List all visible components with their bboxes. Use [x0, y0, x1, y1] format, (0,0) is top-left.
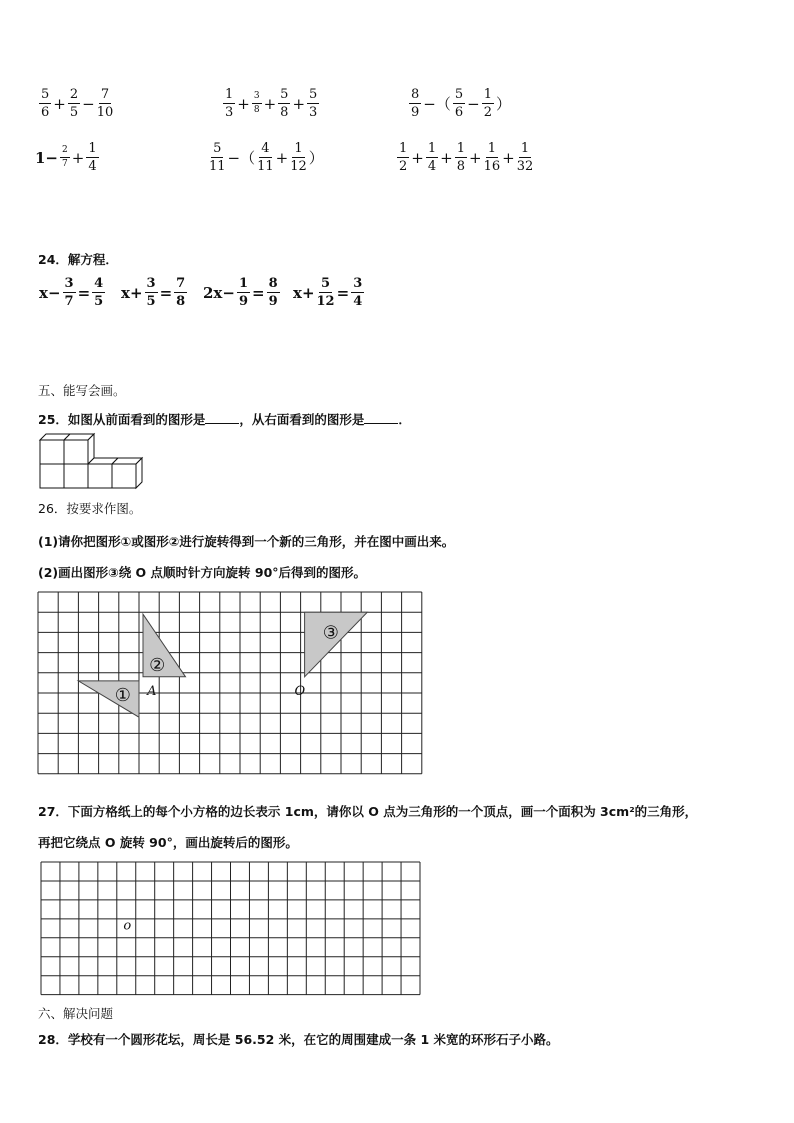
operator: 1− — [35, 148, 59, 167]
triangle-2-label: ② — [149, 654, 166, 676]
equation-1 — [38, 277, 106, 308]
expression-2-1 — [34, 142, 100, 173]
question-26-item-1: (1)请你把图形①或图形②进行旋转得到一个新的三角形，并在图中画出来。 — [38, 534, 455, 549]
operator: + — [71, 148, 85, 167]
question-24-title: 24．解方程． — [38, 252, 118, 267]
cube-front-face — [40, 464, 64, 488]
numerator: 3 — [353, 276, 363, 291]
operator: + — [263, 94, 277, 113]
operator: −（ — [423, 95, 451, 113]
denominator: 4 — [427, 159, 437, 174]
operator: + — [292, 94, 306, 113]
denominator: 5 — [94, 294, 104, 309]
numerator: 5 — [213, 141, 222, 156]
numerator: 7 — [100, 87, 110, 102]
denominator: 7 — [64, 294, 74, 309]
question-25-text: ． — [398, 412, 411, 427]
operator: + — [411, 148, 424, 167]
expression-1-1 — [38, 88, 114, 119]
question-25-text: 25．如图从前面看到的图形是 — [38, 412, 206, 427]
denominator: 5 — [69, 105, 79, 120]
operator: ） — [308, 149, 324, 167]
question-28: 28．学校有一个圆形花坛，周长是 56.52 米，在它的周围建成一条 1 米宽的环形石子小路。 — [38, 1032, 559, 1047]
denominator: 6 — [41, 105, 50, 120]
denominator: 12 — [290, 159, 307, 174]
question-27-line-2: 再把它绕点 O 旋转 90°，画出旋转后的图形。 — [38, 835, 298, 850]
operator: x+ — [121, 283, 143, 302]
numerator: 4 — [94, 276, 104, 291]
grid-paper-26[interactable] — [38, 592, 423, 788]
numerator: 3 — [252, 92, 262, 104]
operator: + — [502, 148, 515, 167]
denominator: 4 — [353, 294, 363, 309]
equation-3 — [202, 277, 281, 308]
triangle-3-label: ③ — [322, 622, 339, 644]
cube-front-face — [112, 464, 136, 488]
denominator: 10 — [96, 105, 114, 120]
question-26-title: 26．按要求作图。 — [38, 501, 142, 516]
numerator: 2 — [69, 87, 79, 102]
numerator: 1 — [88, 141, 97, 156]
triangle-1-label: ① — [114, 685, 131, 707]
numerator: 1 — [238, 276, 248, 291]
numerator: 1 — [483, 87, 492, 102]
denominator: 8 — [456, 159, 465, 174]
operator: = — [77, 283, 91, 302]
section-5-heading: 五、能写会画。 — [38, 383, 126, 398]
equation-2 — [120, 277, 188, 308]
question-25 — [38, 410, 411, 428]
point-o-label: o — [123, 918, 132, 934]
operator: + — [469, 148, 482, 167]
question-27-line-1: 27．下面方格纸上的每个小方格的边长表示 1cm，请你以 O 点为三角形的一个顶点，画一个面积为 3cm²的三角形， — [38, 804, 698, 819]
operator: x+ — [293, 283, 315, 302]
operator: + — [275, 148, 289, 167]
operator: = — [159, 283, 173, 302]
point-o-label: O — [294, 684, 306, 699]
operator: = — [252, 283, 265, 302]
operator: −（ — [227, 149, 256, 167]
numerator: 1 — [456, 141, 465, 156]
denominator: 8 — [176, 294, 186, 309]
denominator: 9 — [411, 105, 420, 120]
numerator: 5 — [454, 87, 464, 102]
cube-side-face — [136, 458, 142, 488]
numerator: 5 — [280, 87, 289, 102]
cube-stack-figure — [38, 432, 148, 492]
operator: + — [53, 94, 66, 113]
numerator: 8 — [268, 276, 278, 291]
numerator: 1 — [520, 141, 530, 156]
numerator: 2 — [60, 146, 70, 158]
denominator: 8 — [253, 105, 260, 115]
denominator: 32 — [516, 159, 534, 174]
operator: − — [82, 94, 95, 113]
numerator: 4 — [261, 141, 270, 156]
operator: x− — [39, 283, 61, 302]
numerator: 8 — [411, 87, 420, 102]
numerator: 5 — [309, 87, 318, 102]
expression-1-3 — [408, 88, 512, 119]
answer-blank[interactable] — [205, 411, 239, 424]
denominator: 12 — [316, 294, 335, 309]
section-6-heading: 六、解决问题 — [38, 1006, 114, 1021]
denominator: 5 — [146, 294, 156, 309]
question-25-text: ，从右面看到的图形是 — [239, 412, 365, 427]
cube-front-face — [64, 464, 88, 488]
denominator: 7 — [62, 159, 68, 169]
denominator: 9 — [268, 294, 278, 309]
question-26-item-2: (2)画出图形③绕 O 点顺时针方向旋转 90°后得到的图形。 — [38, 565, 367, 580]
numerator: 3 — [64, 276, 74, 291]
numerator: 5 — [41, 87, 50, 102]
numerator: 3 — [146, 276, 156, 291]
operator: = — [336, 283, 350, 302]
equation-4 — [292, 277, 365, 308]
cube-front-face — [64, 440, 88, 464]
numerator: 1 — [487, 141, 496, 156]
cube-front-face — [40, 440, 64, 464]
denominator: 2 — [399, 159, 408, 174]
operator: − — [467, 94, 480, 113]
expression-1-2 — [222, 88, 320, 119]
denominator: 6 — [454, 105, 464, 120]
expression-2-2 — [208, 142, 325, 173]
denominator: 9 — [238, 294, 248, 309]
denominator: 3 — [225, 105, 234, 120]
grid-paper-27[interactable] — [41, 862, 420, 996]
operator: + — [237, 94, 250, 113]
operator: + — [440, 148, 453, 167]
operator: ） — [496, 95, 512, 113]
numerator: 7 — [176, 276, 186, 291]
numerator: 1 — [427, 141, 437, 156]
cube-front-face — [88, 464, 112, 488]
numerator: 5 — [321, 276, 331, 291]
numerator: 1 — [294, 141, 303, 156]
denominator: 3 — [309, 105, 318, 120]
denominator: 8 — [280, 105, 289, 120]
expression-2-3 — [396, 142, 534, 173]
denominator: 2 — [483, 105, 492, 120]
point-a-label: A — [147, 684, 157, 699]
denominator: 16 — [483, 159, 501, 174]
denominator: 11 — [209, 159, 226, 174]
answer-blank[interactable] — [364, 411, 398, 424]
numerator: 1 — [225, 87, 234, 102]
denominator: 4 — [88, 159, 97, 174]
denominator: 11 — [257, 159, 274, 174]
numerator: 1 — [399, 141, 408, 156]
operator: 2x− — [203, 283, 235, 302]
